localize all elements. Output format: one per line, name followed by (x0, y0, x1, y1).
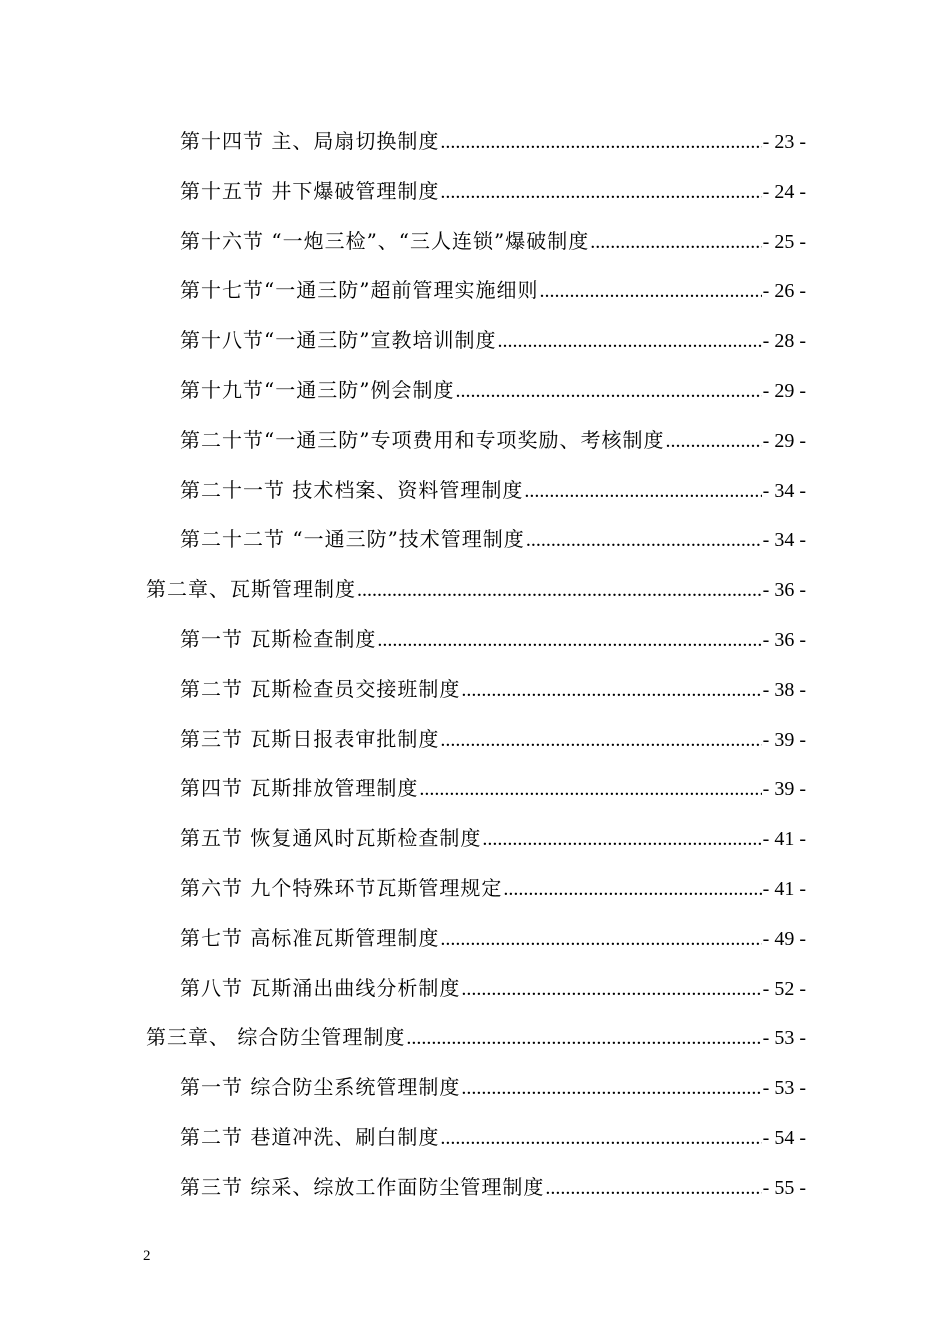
toc-section-entry[interactable] (180, 923, 806, 953)
toc-section-entry[interactable] (180, 724, 806, 754)
toc-entry-page: - 28 - (762, 330, 806, 353)
toc-entry-page: - 52 - (762, 977, 806, 1000)
toc-entry-title: 第一节 综合防尘系统管理制度 (180, 1075, 461, 1100)
toc-entry-title: 第十五节 井下爆破管理制度 (180, 178, 440, 203)
toc-section-entry[interactable] (180, 475, 806, 505)
toc-section-entry[interactable] (180, 425, 806, 455)
toc-dot-leader (377, 625, 761, 655)
toc-dot-leader (440, 725, 761, 755)
toc-section-entry[interactable] (180, 126, 806, 156)
toc-section-entry[interactable] (180, 275, 806, 305)
toc-dot-leader (440, 127, 761, 157)
toc-entry-title: 第三章、 综合防尘管理制度 (146, 1025, 406, 1050)
toc-dot-leader (524, 476, 761, 506)
toc-entry-title: 第七节 高标准瓦斯管理制度 (180, 925, 440, 950)
toc-entry-page: - 34 - (762, 529, 806, 552)
toc-dot-leader (590, 227, 761, 257)
toc-dot-leader (497, 326, 761, 356)
toc-entry-page: - 34 - (762, 479, 806, 502)
toc-chapter-entry[interactable] (146, 574, 806, 604)
toc-entry-page: - 39 - (762, 778, 806, 801)
toc-entry-page: - 41 - (762, 878, 806, 900)
toc-entry-page: - 29 - (762, 429, 806, 452)
toc-dot-leader (482, 824, 761, 854)
toc-entry-page: - 53 - (762, 1027, 806, 1050)
toc-entry-page: - 29 - (762, 380, 806, 402)
toc-section-entry[interactable] (180, 823, 806, 853)
toc-section-entry[interactable] (180, 973, 806, 1003)
toc-entry-page: - 54 - (762, 1127, 806, 1149)
toc-entry-title: 第五节 恢复通风时瓦斯检查制度 (180, 826, 482, 851)
toc-entry-title: 第二章、瓦斯管理制度 (146, 577, 356, 602)
toc-entry-title: 第十七节“一通三防”超前管理实施细则 (180, 278, 539, 303)
toc-section-entry[interactable] (180, 524, 806, 554)
toc-entry-page: - 39 - (762, 728, 806, 751)
toc-dot-leader (665, 426, 761, 456)
toc-entry-page: - 24 - (762, 180, 806, 203)
toc-entry-title: 第二十二节 “一通三防”技术管理制度 (180, 527, 525, 552)
toc-section-entry[interactable] (180, 624, 806, 654)
toc-entry-page: - 55 - (762, 1176, 806, 1199)
toc-entry-title: 第一节 瓦斯检查制度 (180, 627, 377, 651)
toc-section-entry[interactable] (180, 674, 806, 704)
toc-entry-page: - 26 - (762, 280, 806, 303)
toc-section-entry[interactable] (180, 1172, 806, 1202)
toc-entry-title: 第十八节“一通三防”宣教培训制度 (180, 328, 497, 353)
toc-entry-page: - 23 - (762, 131, 806, 153)
toc-dot-leader (406, 1023, 761, 1053)
toc-dot-leader (461, 675, 761, 705)
toc-entry-title: 第二十节“一通三防”专项费用和专项奖励、考核制度 (180, 427, 665, 452)
toc-section-entry[interactable] (180, 1122, 806, 1152)
toc-dot-leader (419, 774, 761, 804)
toc-entry-title: 第十九节“一通三防”例会制度 (180, 378, 455, 402)
toc-section-entry[interactable] (180, 176, 806, 206)
toc-entry-page: - 53 - (762, 1077, 806, 1100)
toc-section-entry[interactable] (180, 873, 806, 903)
toc-dot-leader (440, 924, 761, 954)
toc-entry-page: - 38 - (762, 678, 806, 701)
toc-entry-title: 第十四节 主、局扇切换制度 (180, 129, 440, 153)
toc-entry-title: 第六节 九个特殊环节瓦斯管理规定 (180, 876, 503, 900)
toc-section-entry[interactable] (180, 773, 806, 803)
toc-dot-leader (440, 177, 761, 207)
toc-section-entry[interactable] (180, 1072, 806, 1102)
toc-entry-title: 第三节 综采、综放工作面防尘管理制度 (180, 1174, 545, 1199)
toc-entry-title: 第八节 瓦斯涌出曲线分析制度 (180, 975, 461, 1000)
toc-dot-leader (503, 874, 761, 904)
toc-entry-page: - 41 - (762, 828, 806, 851)
toc-entry-title: 第二十一节 技术档案、资料管理制度 (180, 477, 524, 502)
toc-entry-title: 第十六节 “一炮三检”、“三人连锁”爆破制度 (180, 228, 590, 253)
toc-entry-page: - 49 - (762, 927, 806, 950)
toc-section-entry[interactable] (180, 375, 806, 405)
toc-dot-leader (461, 1073, 761, 1103)
toc-dot-leader (440, 1123, 761, 1153)
toc-entry-page: - 36 - (762, 629, 806, 651)
toc-entry-title: 第二节 巷道冲洗、刷白制度 (180, 1125, 440, 1149)
toc-section-entry[interactable] (180, 226, 806, 256)
page-number: 2 (143, 1248, 151, 1264)
toc-entry-page: - 36 - (762, 579, 806, 602)
toc-section-entry[interactable] (180, 325, 806, 355)
toc-chapter-entry[interactable] (146, 1022, 806, 1052)
toc-dot-leader (455, 376, 761, 406)
toc-entry-title: 第四节 瓦斯排放管理制度 (180, 776, 419, 801)
toc-entry-title: 第三节 瓦斯日报表审批制度 (180, 726, 440, 751)
toc-entry-title: 第二节 瓦斯检查员交接班制度 (180, 676, 461, 701)
toc-dot-leader (545, 1173, 761, 1203)
toc-entry-page: - 25 - (762, 230, 806, 253)
toc-dot-leader (539, 276, 761, 306)
toc-dot-leader (526, 525, 762, 555)
toc-dot-leader (461, 974, 761, 1004)
toc-dot-leader (357, 575, 762, 605)
